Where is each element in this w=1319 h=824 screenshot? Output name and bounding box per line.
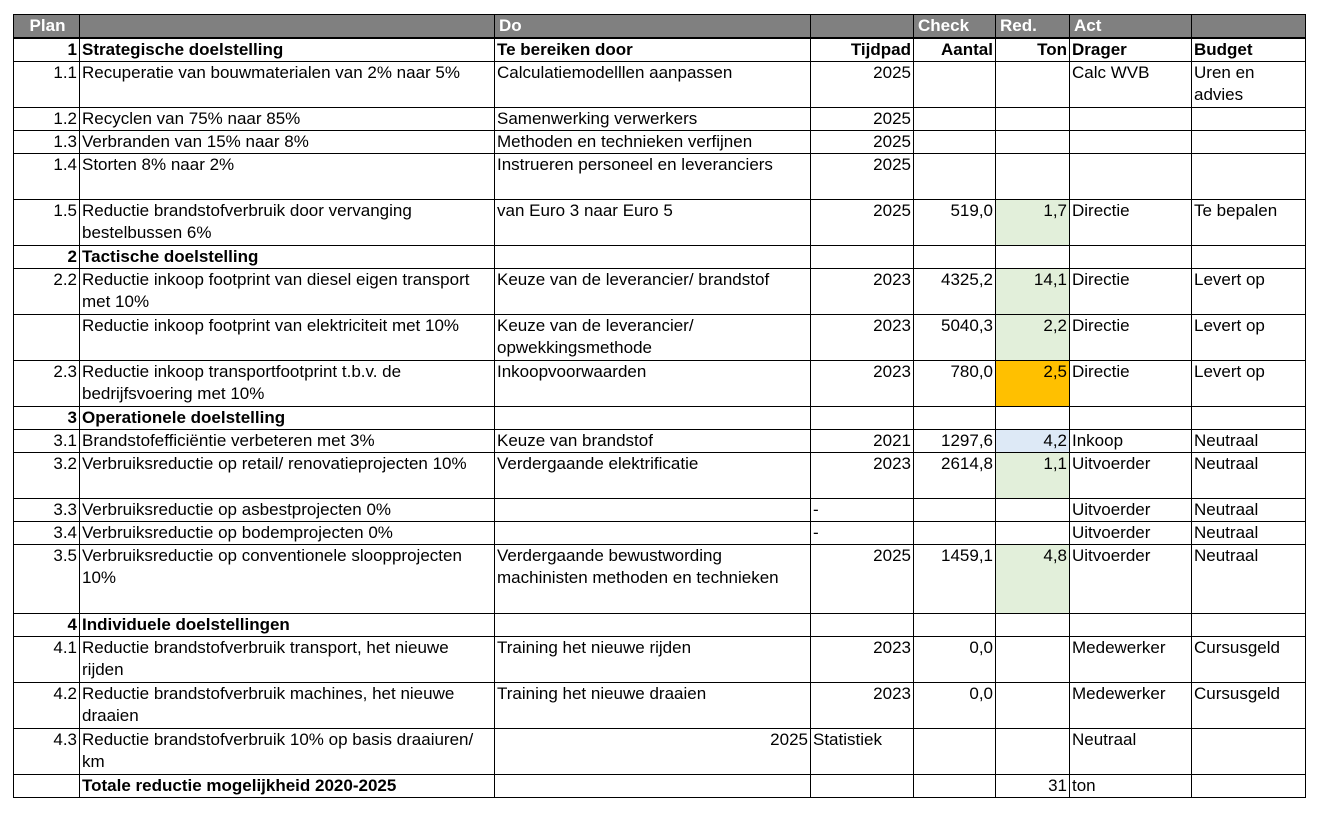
amount-cell <box>914 62 996 108</box>
goal-description-cell: Storten 8% naar 2% <box>80 154 495 200</box>
action-description-cell: Keuze van de leverancier/ brandstof <box>495 269 811 315</box>
budget-cell: Neutraal <box>1192 453 1306 499</box>
header-blank-3 <box>1192 15 1306 39</box>
reduction-ton-cell <box>996 246 1070 269</box>
amount-cell <box>914 775 996 798</box>
row-number-cell <box>14 775 80 798</box>
responsible-cell: ton <box>1070 775 1192 798</box>
timeline-cell: 2023 <box>811 315 914 361</box>
budget-cell: Levert op <box>1192 361 1306 407</box>
responsible-cell: Neutraal <box>1070 729 1192 775</box>
amount-cell <box>914 108 996 131</box>
table-row <box>14 453 1306 499</box>
action-description-cell: Methoden en technieken verfijnen <box>495 131 811 154</box>
section-row <box>14 614 1306 637</box>
budget-cell: Levert op <box>1192 269 1306 315</box>
action-description-cell: Training het nieuwe rijden <box>495 637 811 683</box>
timeline-cell: 2023 <box>811 269 914 315</box>
table-row <box>14 200 1306 246</box>
amount-cell: 0,0 <box>914 637 996 683</box>
row-number-cell: 3.2 <box>14 453 80 499</box>
goal-description-cell: Reductie brandstofverbruik machines, het nieuwe draaien <box>80 683 495 729</box>
row-number-cell: 3.1 <box>14 430 80 453</box>
row-number-cell: 1 <box>14 38 80 62</box>
reduction-ton-cell: 4,8 <box>996 545 1070 614</box>
timeline-cell: Tijdpad <box>811 38 914 62</box>
row-number-cell: 2.2 <box>14 269 80 315</box>
table-row <box>14 108 1306 131</box>
action-description-cell: Samenwerking verwerkers <box>495 108 811 131</box>
timeline-cell: 2025 <box>811 131 914 154</box>
amount-cell <box>914 729 996 775</box>
responsible-cell <box>1070 407 1192 430</box>
row-number-cell: 3.4 <box>14 522 80 545</box>
amount-cell: 5040,3 <box>914 315 996 361</box>
reduction-ton-cell <box>996 683 1070 729</box>
table-row <box>14 154 1306 200</box>
budget-cell <box>1192 775 1306 798</box>
amount-cell: 519,0 <box>914 200 996 246</box>
goal-description-cell: Tactische doelstelling <box>80 246 495 269</box>
budget-cell: Neutraal <box>1192 499 1306 522</box>
budget-cell: Cursusgeld <box>1192 683 1306 729</box>
timeline-cell: Statistiek <box>811 729 914 775</box>
reduction-ton-cell <box>996 62 1070 108</box>
responsible-cell: Medewerker <box>1070 637 1192 683</box>
responsible-cell: Directie <box>1070 361 1192 407</box>
goal-description-cell: Verbranden van 15% naar 8% <box>80 131 495 154</box>
amount-cell: 1297,6 <box>914 430 996 453</box>
reduction-ton-cell <box>996 729 1070 775</box>
reduction-ton-cell <box>996 131 1070 154</box>
row-number-cell: 3 <box>14 407 80 430</box>
reduction-ton-cell <box>996 637 1070 683</box>
table-row <box>14 361 1306 407</box>
row-number-cell: 1.5 <box>14 200 80 246</box>
budget-cell <box>1192 154 1306 200</box>
reduction-ton-cell <box>996 614 1070 637</box>
table-row <box>14 522 1306 545</box>
budget-cell <box>1192 246 1306 269</box>
amount-cell <box>914 246 996 269</box>
header-red: Red. <box>996 15 1070 39</box>
goal-description-cell: Verbruiksreductie op bodemprojecten 0% <box>80 522 495 545</box>
goal-description-cell: Reductie inkoop transportfootprint t.b.v. de bedrijfsvoering met 10% <box>80 361 495 407</box>
table-row <box>14 683 1306 729</box>
responsible-cell <box>1070 154 1192 200</box>
action-description-cell: Keuze van de leverancier/ opwekkingsmethode <box>495 315 811 361</box>
row-number-cell: 1.3 <box>14 131 80 154</box>
budget-cell <box>1192 108 1306 131</box>
timeline-cell: - <box>811 522 914 545</box>
table-row <box>14 430 1306 453</box>
row-number-cell: 4.3 <box>14 729 80 775</box>
timeline-cell: 2023 <box>811 637 914 683</box>
timeline-cell <box>811 775 914 798</box>
goal-description-cell: Reductie inkoop footprint van diesel eigen transport met 10% <box>80 269 495 315</box>
budget-cell: Levert op <box>1192 315 1306 361</box>
responsible-cell: Uitvoerder <box>1070 522 1192 545</box>
row-number-cell: 4.1 <box>14 637 80 683</box>
amount-cell: 780,0 <box>914 361 996 407</box>
budget-cell: Neutraal <box>1192 430 1306 453</box>
responsible-cell: Medewerker <box>1070 683 1192 729</box>
header-blank-2 <box>811 15 914 39</box>
table-row <box>14 729 1306 775</box>
timeline-cell: 2023 <box>811 683 914 729</box>
budget-cell <box>1192 729 1306 775</box>
header-plan: Plan <box>14 15 80 39</box>
action-description-cell: van Euro 3 naar Euro 5 <box>495 200 811 246</box>
amount-cell <box>914 154 996 200</box>
row-number-cell <box>14 315 80 361</box>
row-number-cell: 3.3 <box>14 499 80 522</box>
goal-description-cell: Totale reductie mogelijkheid 2020-2025 <box>80 775 495 798</box>
budget-cell <box>1192 407 1306 430</box>
row-number-cell: 1.4 <box>14 154 80 200</box>
goal-description-cell: Reductie inkoop footprint van elektriciteit met 10% <box>80 315 495 361</box>
table-row <box>14 637 1306 683</box>
action-description-cell <box>495 614 811 637</box>
responsible-cell: Directie <box>1070 200 1192 246</box>
responsible-cell <box>1070 131 1192 154</box>
amount-cell: Aantal <box>914 38 996 62</box>
table-row <box>14 62 1306 108</box>
timeline-cell: 2025 <box>811 154 914 200</box>
amount-cell: 4325,2 <box>914 269 996 315</box>
timeline-cell: 2021 <box>811 430 914 453</box>
timeline-cell: 2025 <box>811 545 914 614</box>
row-number-cell: 4 <box>14 614 80 637</box>
action-description-cell: Verdergaande elektrificatie <box>495 453 811 499</box>
header-blank <box>80 15 495 39</box>
responsible-cell: Uitvoerder <box>1070 453 1192 499</box>
responsible-cell: Calc WVB <box>1070 62 1192 108</box>
section-row <box>14 246 1306 269</box>
action-description-cell <box>495 499 811 522</box>
action-description-cell: 2025 <box>495 729 811 775</box>
header-check: Check <box>914 15 996 39</box>
budget-cell: Neutraal <box>1192 545 1306 614</box>
action-description-cell: Inkoopvoorwaarden <box>495 361 811 407</box>
timeline-cell: 2023 <box>811 453 914 499</box>
table-row <box>14 545 1306 614</box>
reduction-ton-cell: 2,2 <box>996 315 1070 361</box>
timeline-cell: 2025 <box>811 108 914 131</box>
budget-cell: Cursusgeld <box>1192 637 1306 683</box>
timeline-cell <box>811 407 914 430</box>
action-description-cell: Te bereiken door <box>495 38 811 62</box>
row-number-cell: 2.3 <box>14 361 80 407</box>
table-row <box>14 499 1306 522</box>
reduction-ton-cell: 14,1 <box>996 269 1070 315</box>
row-number-cell: 1.2 <box>14 108 80 131</box>
reduction-ton-cell: 4,2 <box>996 430 1070 453</box>
action-description-cell: Calculatiemodelllen aanpassen <box>495 62 811 108</box>
responsible-cell <box>1070 246 1192 269</box>
goal-description-cell: Operationele doelstelling <box>80 407 495 430</box>
timeline-cell <box>811 614 914 637</box>
row-number-cell: 3.5 <box>14 545 80 614</box>
budget-cell: Neutraal <box>1192 522 1306 545</box>
timeline-cell: 2023 <box>811 361 914 407</box>
table-row <box>14 131 1306 154</box>
goal-description-cell: Verbruiksreductie op asbestprojecten 0% <box>80 499 495 522</box>
goal-description-cell: Individuele doelstellingen <box>80 614 495 637</box>
goal-description-cell: Strategische doelstelling <box>80 38 495 62</box>
timeline-cell: - <box>811 499 914 522</box>
action-description-cell <box>495 246 811 269</box>
responsible-cell <box>1070 108 1192 131</box>
section-row <box>14 407 1306 430</box>
reduction-ton-cell: 1,7 <box>996 200 1070 246</box>
goal-description-cell: Reductie brandstofverbruik 10% op basis draaiuren/ km <box>80 729 495 775</box>
row-number-cell: 1.1 <box>14 62 80 108</box>
action-description-cell <box>495 522 811 545</box>
goal-description-cell: Recuperatie van bouwmaterialen van 2% naar 5% <box>80 62 495 108</box>
reduction-ton-cell: 1,1 <box>996 453 1070 499</box>
section-row <box>14 38 1306 62</box>
reduction-ton-cell: Ton <box>996 38 1070 62</box>
amount-cell: 0,0 <box>914 683 996 729</box>
amount-cell <box>914 499 996 522</box>
responsible-cell: Uitvoerder <box>1070 499 1192 522</box>
amount-cell <box>914 131 996 154</box>
responsible-cell: Uitvoerder <box>1070 545 1192 614</box>
amount-cell <box>914 407 996 430</box>
reduction-ton-cell: 31 <box>996 775 1070 798</box>
timeline-cell: 2025 <box>811 62 914 108</box>
amount-cell <box>914 614 996 637</box>
amount-cell <box>914 522 996 545</box>
responsible-cell <box>1070 614 1192 637</box>
table-row <box>14 269 1306 315</box>
action-description-cell <box>495 407 811 430</box>
goal-description-cell: Reductie brandstofverbruik door vervanging bestelbussen 6% <box>80 200 495 246</box>
budget-cell: Uren en advies <box>1192 62 1306 108</box>
goal-description-cell: Verbruiksreductie op retail/ renovatieprojecten 10% <box>80 453 495 499</box>
action-description-cell: Keuze van brandstof <box>495 430 811 453</box>
budget-cell: Budget <box>1192 38 1306 62</box>
reduction-ton-cell <box>996 407 1070 430</box>
responsible-cell: Directie <box>1070 269 1192 315</box>
action-description-cell <box>495 775 811 798</box>
budget-cell: Te bepalen <box>1192 200 1306 246</box>
total-row <box>14 775 1306 798</box>
header-act: Act <box>1070 15 1192 39</box>
goal-description-cell: Brandstofefficiëntie verbeteren met 3% <box>80 430 495 453</box>
amount-cell: 1459,1 <box>914 545 996 614</box>
reduction-ton-cell <box>996 154 1070 200</box>
budget-cell <box>1192 614 1306 637</box>
header-row <box>14 15 1306 39</box>
budget-cell <box>1192 131 1306 154</box>
table-row <box>14 315 1306 361</box>
action-description-cell: Training het nieuwe draaien <box>495 683 811 729</box>
goal-description-cell: Recyclen van 75% naar 85% <box>80 108 495 131</box>
goal-description-cell: Reductie brandstofverbruik transport, het nieuwe rijden <box>80 637 495 683</box>
responsible-cell: Inkoop <box>1070 430 1192 453</box>
timeline-cell <box>811 246 914 269</box>
responsible-cell: Directie <box>1070 315 1192 361</box>
reduction-ton-cell <box>996 522 1070 545</box>
reduction-ton-cell <box>996 108 1070 131</box>
co2-plan-table <box>13 14 1306 798</box>
reduction-ton-cell <box>996 499 1070 522</box>
timeline-cell: 2025 <box>811 200 914 246</box>
reduction-ton-cell: 2,5 <box>996 361 1070 407</box>
responsible-cell: Drager <box>1070 38 1192 62</box>
row-number-cell: 4.2 <box>14 683 80 729</box>
goal-description-cell: Verbruiksreductie op conventionele sloopprojecten 10% <box>80 545 495 614</box>
action-description-cell: Instrueren personeel en leveranciers <box>495 154 811 200</box>
row-number-cell: 2 <box>14 246 80 269</box>
amount-cell: 2614,8 <box>914 453 996 499</box>
action-description-cell: Verdergaande bewustwording machinisten methoden en technieken <box>495 545 811 614</box>
header-do: Do <box>495 15 811 39</box>
